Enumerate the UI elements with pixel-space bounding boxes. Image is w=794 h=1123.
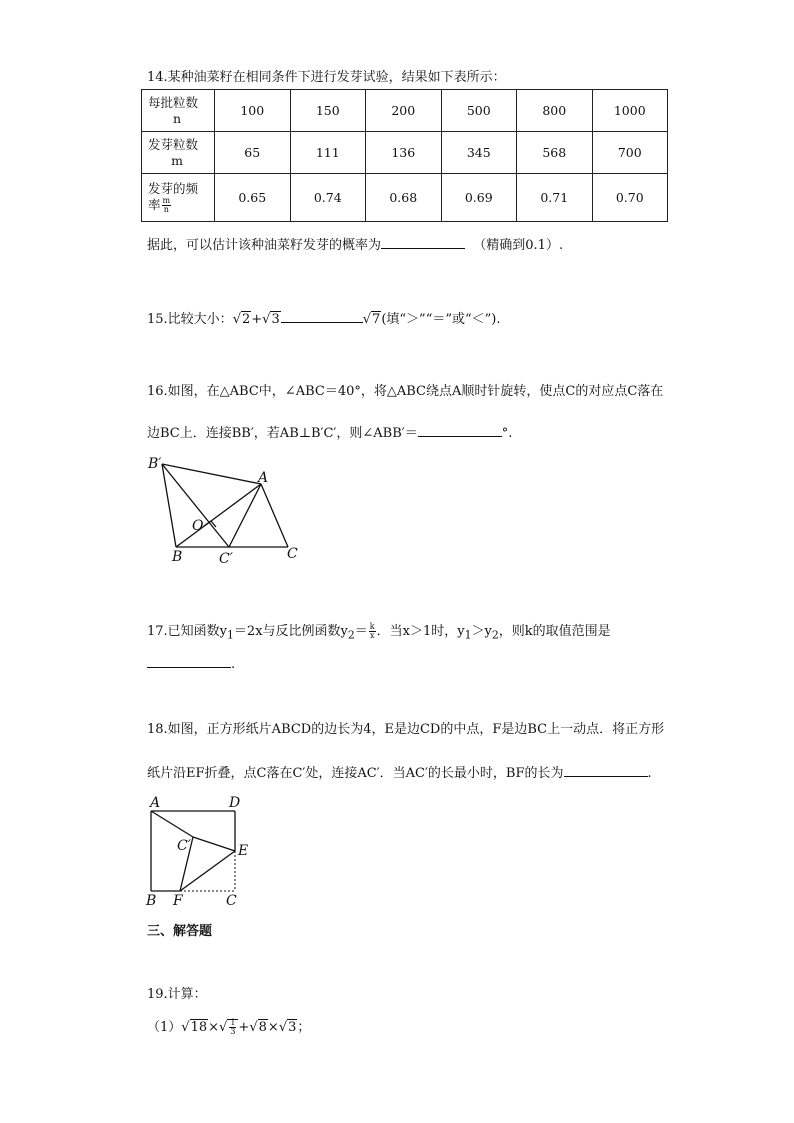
label-d: D xyxy=(229,795,241,811)
table-cell: 100 xyxy=(215,90,291,132)
section-title: 三、解答题 xyxy=(147,924,213,939)
table-row xyxy=(142,174,668,222)
label-a: A xyxy=(150,795,161,811)
table-cell: 136 xyxy=(366,132,442,174)
answer-blank[interactable] xyxy=(281,309,363,323)
table-cell: 345 xyxy=(441,132,517,174)
q19-stem: 19.计算： xyxy=(147,987,207,1002)
table-cell: 0.69 xyxy=(441,174,517,222)
answer-blank[interactable] xyxy=(418,423,502,437)
label-bprime: B′ xyxy=(148,456,162,472)
figure-q18-folding xyxy=(140,795,260,907)
q16-line1: 16.如图，在△ABC中，∠ABC＝40°，将△ABC绕点A顺时针旋转，使点C的对应点C落在 xyxy=(147,384,664,399)
table-cell: 0.71 xyxy=(517,174,593,222)
segment-a-cprime xyxy=(151,811,193,837)
table-row xyxy=(142,132,668,174)
row-header-sprouted: 发芽粒数 m xyxy=(142,132,215,174)
answer-blank[interactable] xyxy=(147,654,231,668)
table-cell: 0.65 xyxy=(215,174,291,222)
table-cell: 0.68 xyxy=(366,174,442,222)
label-b: B xyxy=(172,549,183,565)
segment-bprime-b xyxy=(162,464,176,547)
answer-blank[interactable] xyxy=(381,235,465,249)
row-header-batch: 每批粒数 n xyxy=(142,90,215,132)
sqrt-8: √8 xyxy=(249,1020,267,1035)
q17-line1: 17.已知函数$y_1=2x$与反比例函数$y_2=$ $\frac{k}{x}$ ．当x＞1时，$y_1>y_2$，则k的取值范围是 xyxy=(147,622,611,642)
sqrt-2: √2 xyxy=(232,312,251,327)
segment-a-cprime xyxy=(229,484,261,547)
fraction-m-over-n: $\frac{m}{n}$ xyxy=(162,196,171,214)
q15: 15.比较大小：√2+√3 √7(填“＞”“＝”或“＜”). xyxy=(147,308,500,327)
q18-line2: 纸片沿EF折叠，点C落在C′处，连接AC′．当AC′的长最小时，BF的长为 . xyxy=(147,762,652,781)
table-cell: 200 xyxy=(366,90,442,132)
table-cell: 1000 xyxy=(592,90,668,132)
table-cell: 65 xyxy=(215,132,291,174)
table-row xyxy=(142,90,668,132)
label-cprime: C′ xyxy=(219,551,233,567)
row-header-frequency: 发芽的频 率 $\frac{m}{n}$ xyxy=(142,174,215,222)
table-cell: 800 xyxy=(517,90,593,132)
label-f: F xyxy=(173,893,183,907)
q17-line2: . xyxy=(147,654,235,672)
table-cell: 500 xyxy=(441,90,517,132)
segment-bprime-a xyxy=(162,464,261,484)
germination-table xyxy=(141,89,668,222)
fraction-1-over-3: $\frac{1}{3}$ xyxy=(230,1018,236,1036)
table-cell: 0.74 xyxy=(290,174,366,222)
label-cprime: C′ xyxy=(177,838,191,854)
table-cell: 0.70 xyxy=(592,174,668,222)
sqrt-one-third: √ $\frac{1}{3}$ xyxy=(219,1019,238,1036)
label-e: E xyxy=(238,843,249,859)
sqrt-18: √18 xyxy=(181,1020,208,1035)
q14-answer-line: 据此，可以估计该种油菜籽发芽的概率为 （精确到0.1）. xyxy=(147,234,563,253)
segment-bprime-cprime xyxy=(162,464,229,547)
label-c: C xyxy=(287,546,298,562)
answer-blank[interactable] xyxy=(564,763,648,777)
sqrt-7: √7 xyxy=(362,312,381,327)
label-a: A xyxy=(258,470,269,486)
segment-a-c xyxy=(261,484,288,547)
fraction-k-over-x: $\frac{k}{x}$ xyxy=(369,622,375,640)
segment-cprime-e xyxy=(193,837,235,851)
label-c: C xyxy=(226,893,237,907)
table-cell: 111 xyxy=(290,132,366,174)
label-b: B xyxy=(146,893,157,907)
q19-part1: （1）√18×√ $\frac{1}{3}$ +√8×√3； xyxy=(147,1018,311,1036)
sqrt-3: √3 xyxy=(262,312,280,327)
table-cell: 568 xyxy=(517,132,593,174)
label-o: O xyxy=(192,518,204,534)
q18-line1: 18.如图，正方形纸片ABCD的边长为4，E是边CD的中点，F是边BC上一动点．将正方形 xyxy=(147,722,665,737)
table-cell: 150 xyxy=(290,90,366,132)
table-cell: 700 xyxy=(592,132,668,174)
figure-q16-rotation xyxy=(140,450,320,570)
q14-stem: 14.某种油菜籽在相同条件下进行发芽试验，结果如下表所示： xyxy=(147,70,506,85)
q16-line2: 边BC上．连接BB′，若AB⊥B′C′，则∠ABB′＝ °. xyxy=(147,422,512,441)
sqrt-3: √3 xyxy=(278,1020,297,1035)
segment-b-a xyxy=(176,484,261,547)
